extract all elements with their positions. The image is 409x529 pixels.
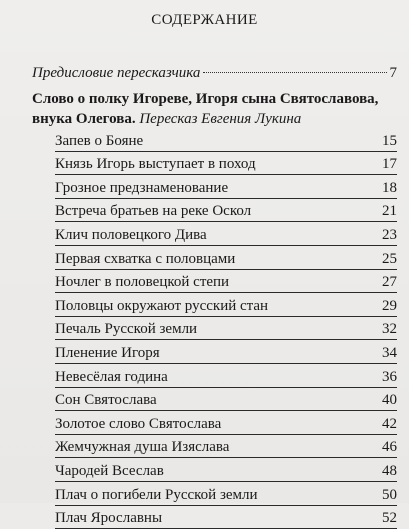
toc-entry-label: Грозное предзнаменование — [55, 180, 378, 197]
toc-entry-page: 42 — [378, 416, 397, 433]
toc-entry-label: Золотое слово Святослава — [55, 416, 378, 433]
toc-entry[interactable] — [55, 246, 397, 270]
toc-entry[interactable] — [55, 364, 397, 388]
toc-entry[interactable] — [55, 317, 397, 341]
toc-entry-page: 23 — [378, 227, 397, 244]
toc-entry-label: Сон Святослава — [55, 392, 378, 409]
toc-entry-page: 36 — [378, 369, 397, 386]
section-title-line-1: Слово о полку Игореве, Игоря сына Святославова, — [32, 89, 391, 109]
toc-entry-page: 25 — [378, 251, 397, 268]
toc-entry-page: 27 — [378, 274, 397, 291]
toc-entry-label: Клич половецкого Дива — [55, 227, 378, 244]
toc-entry-label: Пленение Игоря — [55, 345, 378, 362]
toc-entry-label: Запев о Бояне — [55, 133, 378, 150]
toc-entry[interactable] — [55, 128, 397, 152]
toc-entry-page: 18 — [378, 180, 397, 197]
toc-entry-page: 50 — [378, 487, 397, 504]
toc-entry-page: 15 — [378, 133, 397, 150]
toc-entry[interactable] — [55, 435, 397, 459]
page-title: СОДЕРЖАНИЕ — [0, 12, 409, 29]
toc-entry-page: 34 — [378, 345, 397, 362]
dot-leaders — [203, 72, 386, 73]
toc-entry[interactable] — [55, 199, 397, 223]
toc-entry[interactable] — [55, 340, 397, 364]
toc-entry-label: Половцы окружают русский стан — [55, 298, 378, 315]
toc-entry[interactable] — [55, 222, 397, 246]
toc-entries — [55, 128, 397, 529]
toc-entry-page: 32 — [378, 321, 397, 338]
toc-entry-label: Плач о погибели Русской земли — [55, 487, 378, 504]
toc-entry-page: 40 — [378, 392, 397, 409]
toc-entry-label: Князь Игорь выступает в поход — [55, 156, 378, 173]
toc-entry-label: Жемчужная душа Изяслава — [55, 439, 378, 456]
toc-entry[interactable] — [55, 411, 397, 435]
toc-entry-label: Ночлег в половецкой степи — [55, 274, 378, 291]
toc-entry-label: Первая схватка с половцами — [55, 251, 378, 268]
toc-entry[interactable] — [55, 482, 397, 506]
toc-entry[interactable] — [55, 270, 397, 294]
toc-entry-page: 52 — [378, 510, 397, 527]
toc-entry[interactable] — [55, 293, 397, 317]
toc-entry-label: Встреча братьев на реке Оскол — [55, 203, 378, 220]
section-heading — [32, 89, 391, 129]
toc-entry-preface[interactable] — [32, 65, 397, 83]
section-title-line-2: внука Олегова. — [32, 111, 136, 127]
toc-entry-label: Чародей Всеслав — [55, 463, 378, 480]
toc-entry-page: 17 — [378, 156, 397, 173]
toc-entry-label: Плач Ярославны — [55, 510, 378, 527]
toc-entry-label: Печаль Русской земли — [55, 321, 378, 338]
toc-entry[interactable] — [55, 175, 397, 199]
toc-entry[interactable] — [55, 388, 397, 412]
section-subtitle: Пересказ Евгения Лукина — [139, 111, 301, 127]
toc-entry[interactable] — [55, 458, 397, 482]
toc-entry[interactable] — [55, 152, 397, 176]
toc-entry-page: 29 — [378, 298, 397, 315]
toc-entry-label: Невесёлая година — [55, 369, 378, 386]
toc-entry[interactable] — [55, 506, 397, 529]
toc-entry-page: 7 — [390, 65, 398, 82]
toc-entry-page: 48 — [378, 463, 397, 480]
toc-entry-page: 46 — [378, 439, 397, 456]
toc-entry-label: Предисловие пересказчика — [32, 65, 200, 82]
toc-entry-page: 21 — [378, 203, 397, 220]
